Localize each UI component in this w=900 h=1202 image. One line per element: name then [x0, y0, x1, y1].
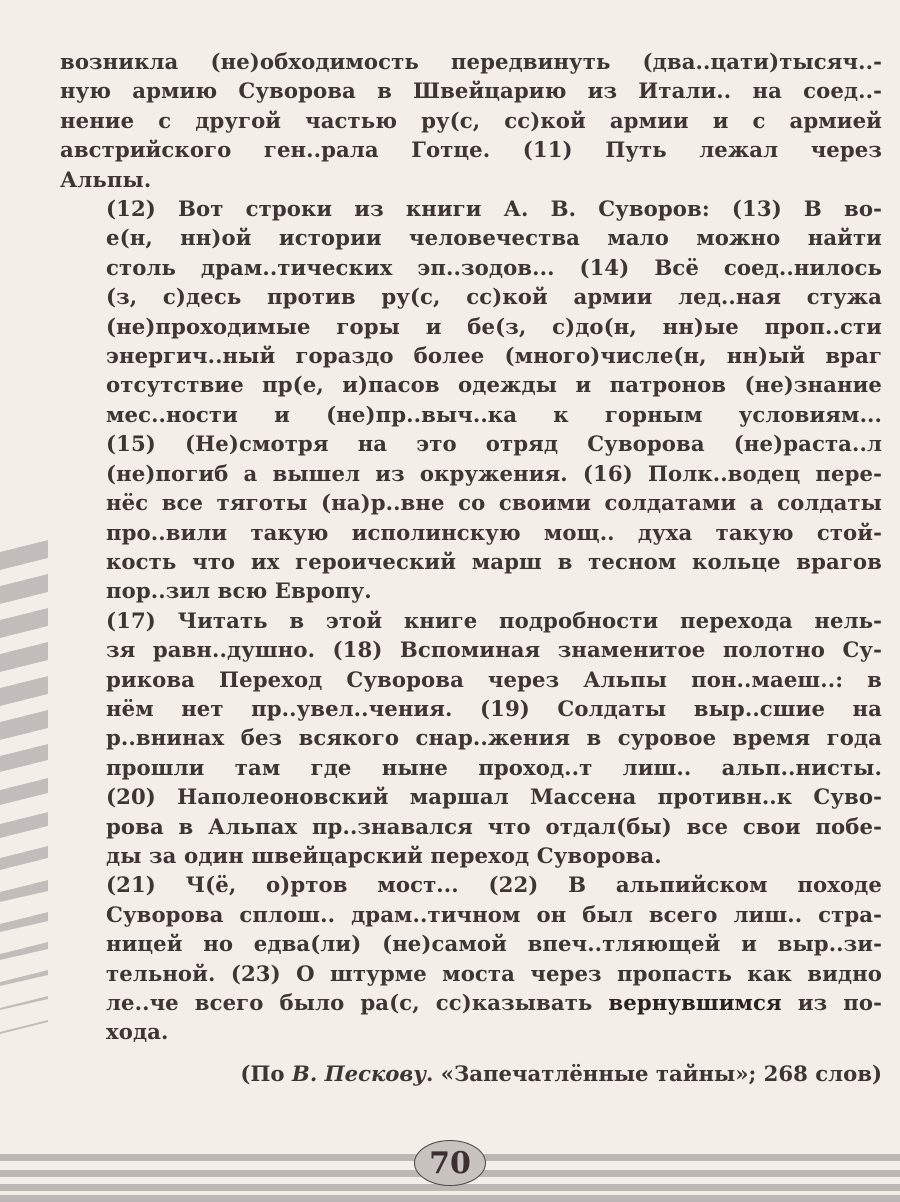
text-line: Альпы.	[60, 166, 152, 192]
text-line: мес..ности и (не)пр..выч..ка к горным условиям...	[106, 401, 882, 427]
text-line: (12) Вот строки из книги А. В. Суворов: (13) В во-	[106, 196, 882, 222]
text-line: ды за один швейцарский переход Суворова.	[106, 842, 662, 868]
text-line: тельной. (23) О штурме моста через пропасть как видно	[106, 960, 882, 986]
text-line: (21) Ч(ё, о)ртов мост... (22) В альпийском походе	[106, 872, 882, 898]
text-line: энергич..ный гораздо более (много)числе(н, нн)ый враг	[106, 343, 882, 369]
text-line: отсутствие пр(е, и)пасов одежды и патронов (не)знание	[106, 372, 882, 398]
text-line: Суворова сплош.. драм..тичном он был всего лиш.. стра-	[106, 901, 882, 927]
exercise-text	[60, 47, 882, 1088]
text-line: хода.	[106, 1019, 169, 1045]
text-line: (17) Читать в этой книге подробности перехода нель-	[106, 607, 882, 633]
text-line: (15) (Не)смотря на это отряд Суворова (не)раста..л	[106, 431, 882, 457]
text-line: зя равн..душно. (18) Вспоминая знаменитое полотно Су-	[106, 637, 882, 663]
text-line: нение с другой частью ру(с, сс)кой армии и с армией	[60, 107, 882, 133]
text-line: ную армию Суворова в Швейцарию из Итали.. на соед..-	[60, 78, 882, 104]
paragraph	[60, 47, 882, 194]
footer-stripe	[0, 1195, 900, 1202]
text-line: (не)погиб а вышел из окружения. (16) Полк..водец пере-	[106, 460, 882, 486]
text-line: про..вили такую исполинскую мощ.. духа такую стой-	[106, 519, 882, 545]
text-line: е(н, нн)ой истории человечества мало можно найти	[106, 225, 882, 251]
author-name: В. Пескову	[291, 1060, 427, 1086]
paragraph	[60, 194, 882, 606]
text-line: кость что их героический марш в тесном кольце врагов	[106, 548, 882, 574]
text-line: столь драм..тических эп..зодов... (14) Всё соед..нилось	[106, 254, 882, 280]
paragraph	[60, 606, 882, 871]
text-line: ницей но едва(ли) (не)самой впеч..тляющей и выр..зи-	[106, 931, 882, 957]
text-line: прошли там где ныне проход..т лиш.. альп..нисты.	[106, 754, 882, 780]
text-line: р..внинах без всякого снар..жения в суровое время года	[106, 725, 882, 751]
text-line: возникла (не)обходимость передвинуть (два..цати)тысяч..-	[60, 49, 882, 74]
text-line: ле..че всего было ра(с, сс)казывать вернувшимся из по-	[106, 990, 882, 1015]
text-line: (з, с)десь против ру(с, сс)кой армии лед..ная стужа	[106, 284, 882, 310]
page-number: 70	[414, 1140, 486, 1186]
text-line: рикова Переход Суворова через Альпы пон..маеш..: в	[106, 666, 882, 692]
text-line: нёс все тяготы (на)р..вне со своими солдатами а солдаты	[106, 490, 882, 516]
source-attribution: (По В. Пескову. «Запечатлённые тайны»; 268 слов)	[240, 1060, 882, 1086]
text-line: нём нет пр..увел..чения. (19) Солдаты выр..сшие на	[106, 695, 882, 721]
text-line: рова в Альпах пр..знавался что отдал(бы) все свои побе-	[106, 813, 882, 839]
emphasized-word: вернувшимся	[608, 990, 782, 1015]
text-line: (не)проходимые горы и бе(з, с)до(н, нн)ые проп..сти	[106, 313, 882, 339]
paragraph	[60, 870, 882, 1046]
text-line: (20) Наполеоновский маршал Массена противн..к Суво-	[106, 784, 882, 810]
text-line: австрийского ген..рала Готце. (11) Путь лежал через	[60, 137, 882, 163]
text-line: пор..зил всю Европу.	[106, 578, 372, 604]
